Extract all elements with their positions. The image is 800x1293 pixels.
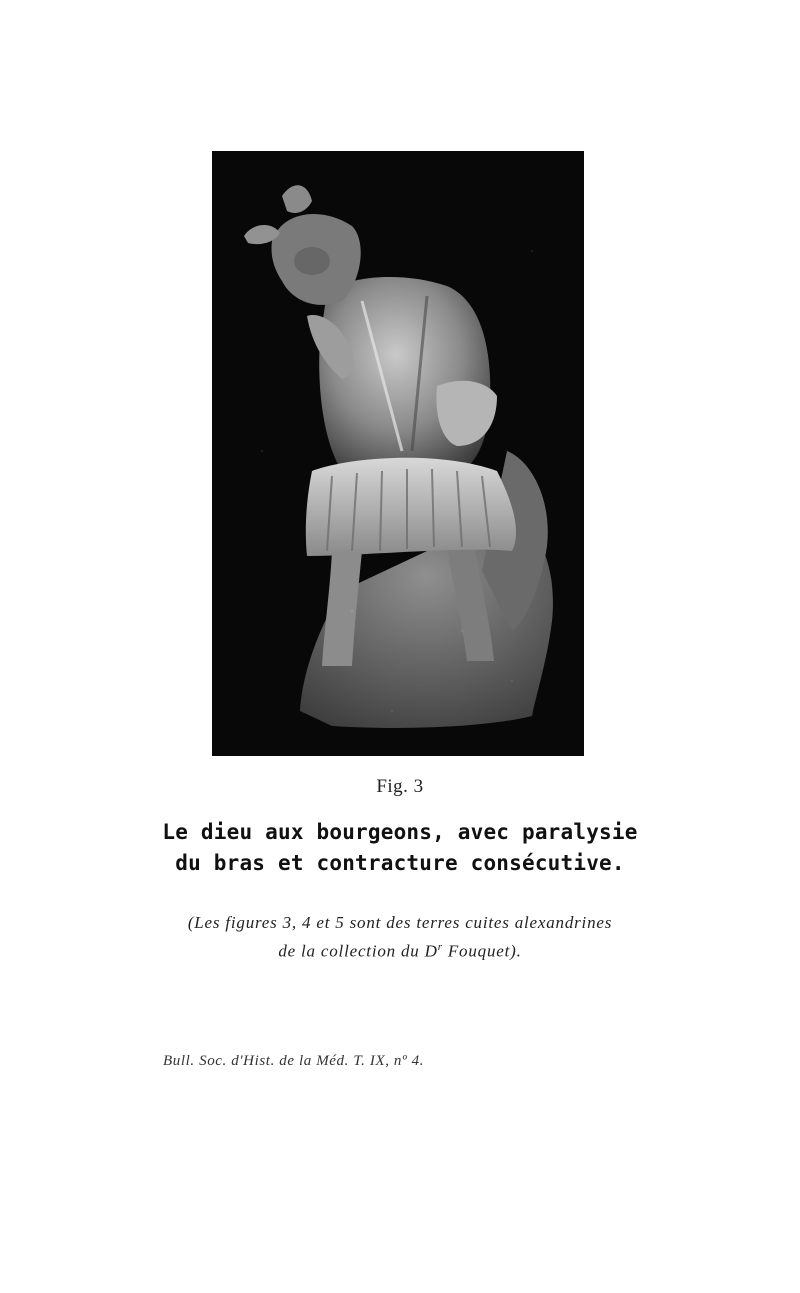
figure-caption <box>0 817 800 879</box>
bulletin-citation: Bull. Soc. d'Hist. de la Méd. T. IX, nº 4. <box>163 1053 425 1069</box>
note-line-2-start: de la collection du D <box>278 941 438 961</box>
note-superscript: r <box>437 941 443 953</box>
figure-label: Fig. 3 <box>376 776 424 797</box>
figure-photograph <box>212 151 584 756</box>
note-line-2-end: Fouquet). <box>442 941 522 961</box>
caption-line-2: du bras et contracture consécutive. <box>175 851 625 875</box>
note-line-1: (Les figures 3, 4 et 5 sont des terres cuites alexandrines <box>187 913 613 932</box>
figurine-illustration <box>212 151 584 756</box>
caption-line-1: Le dieu aux bourgeons, avec paralysie <box>162 820 638 844</box>
note-line-2 <box>0 935 800 964</box>
collection-note <box>0 910 800 964</box>
